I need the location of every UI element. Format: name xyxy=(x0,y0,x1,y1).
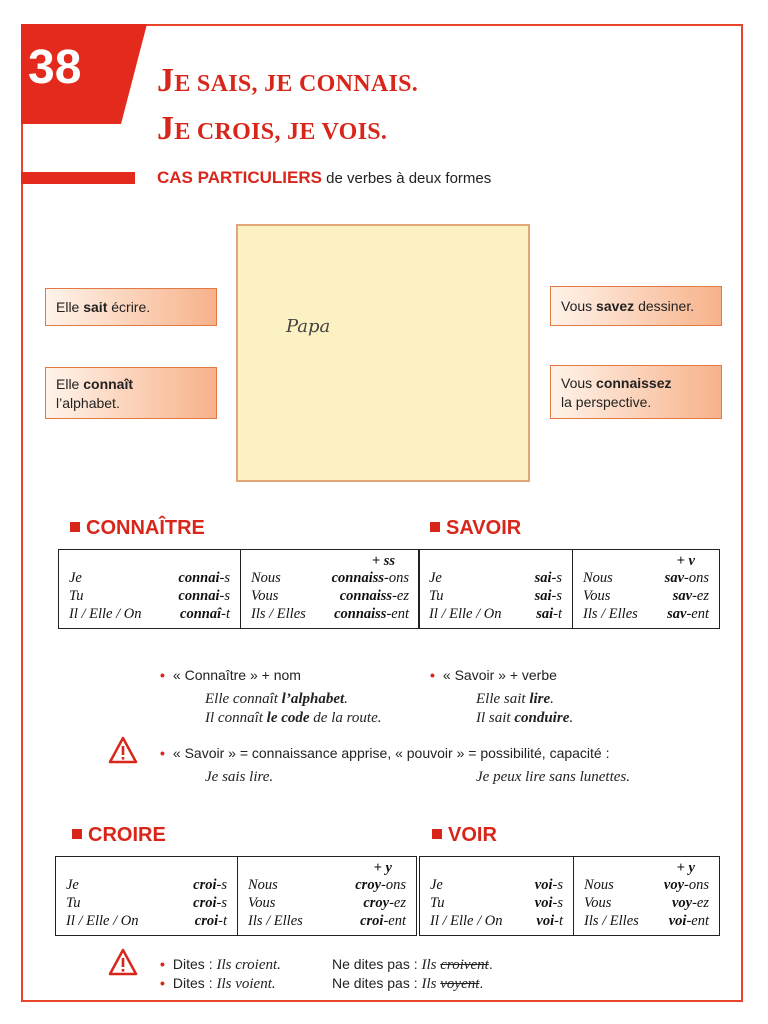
ne-dites-pas-row-1: Ne dites pas : Ils croivent. xyxy=(332,956,493,973)
pronoun: Je xyxy=(69,570,82,586)
table-connaitre-plural: + ss Nous connaiss-ons Vous connaiss-ez Ils / Elles connaiss-ent xyxy=(241,550,420,629)
lesson-number: 38 xyxy=(28,41,82,94)
table-croire xyxy=(55,856,417,936)
section-voir: VOIR xyxy=(432,824,497,847)
pronoun: Tu xyxy=(69,588,84,604)
stem-addon: + y xyxy=(676,860,695,876)
example-je-peux-lire: Je peux lire sans lunettes. xyxy=(476,769,630,785)
classroom-illustration xyxy=(236,224,530,482)
bubble-elle-connait: Elle connaît l’alphabet. xyxy=(45,367,217,419)
warning-icon xyxy=(108,736,138,764)
table-savoir-singular: Je sai-s Tu sai-s Il / Elle / On sai-t xyxy=(419,550,573,629)
rule-savoir-pouvoir: • « Savoir » = connaissance apprise, « pouvoir » = possibilité, capacité : xyxy=(160,745,610,761)
table-savoir-plural: + v Nous sav-ons Vous sav-ez Ils / Elles sav-ent xyxy=(573,550,720,629)
example-connaitre-1: Elle connaît l’alphabet. xyxy=(205,691,348,707)
table-connaitre-singular: Je connai-s Tu connai-s Il / Elle / On connaî-t xyxy=(59,550,241,629)
dites-row-1: • Dites : Ils croient. xyxy=(160,956,281,973)
stem-addon: + ss xyxy=(371,553,395,569)
table-croire-plural: + y Nous croy-ons Vous croy-ez Ils / Elles croi-ent xyxy=(238,857,417,936)
pronoun: Il / Elle / On xyxy=(69,606,142,622)
subtitle-bar xyxy=(21,172,135,184)
example-savoir-1: Elle sait lire. xyxy=(476,691,554,707)
section-croire: CROIRE xyxy=(72,824,166,847)
table-voir xyxy=(419,856,720,936)
title-line-1: JE SAIS, JE CONNAIS. xyxy=(157,62,419,99)
bubble-elle-sait: Elle sait écrire. xyxy=(45,288,217,326)
table-voir-singular: Je voi-s Tu voi-s Il / Elle / On voi-t xyxy=(420,857,574,936)
table-connaitre xyxy=(58,549,420,629)
warning-icon xyxy=(108,948,138,976)
illustration-board-label: Papa xyxy=(286,316,331,337)
rule-savoir-verbe: • « Savoir » + verbe xyxy=(430,667,557,683)
subtitle: CAS PARTICULIERS de verbes à deux formes xyxy=(157,168,492,187)
ne-dites-pas-row-2: Ne dites pas : Ils voyent. xyxy=(332,975,484,992)
table-savoir xyxy=(418,549,720,629)
dites-row-2: • Dites : Ils voient. xyxy=(160,975,276,992)
rule-connaitre-nom: • « Connaître » + nom xyxy=(160,667,301,683)
table-voir-plural: + y Nous voy-ons Vous voy-ez Ils / Elles voi-ent xyxy=(574,857,720,936)
section-savoir: SAVOIR xyxy=(430,517,521,540)
bubble-vous-savez: Vous savez dessiner. xyxy=(550,286,722,326)
bubble-vous-connaissez: Vous connaissez la perspective. xyxy=(550,365,722,419)
stem-addon: + v xyxy=(676,553,695,569)
stem-addon: + y xyxy=(373,860,392,876)
section-connaitre: CONNAÎTRE xyxy=(70,517,205,540)
example-savoir-2: Il sait conduire. xyxy=(476,710,574,726)
example-je-sais-lire: Je sais lire. xyxy=(205,769,274,785)
table-croire-singular: Je croi-s Tu croi-s Il / Elle / On croi-t xyxy=(56,857,238,936)
title-line-2: JE CROIS, JE VOIS. xyxy=(157,110,388,147)
example-connaitre-2: Il connaît le code de la route. xyxy=(205,710,382,726)
